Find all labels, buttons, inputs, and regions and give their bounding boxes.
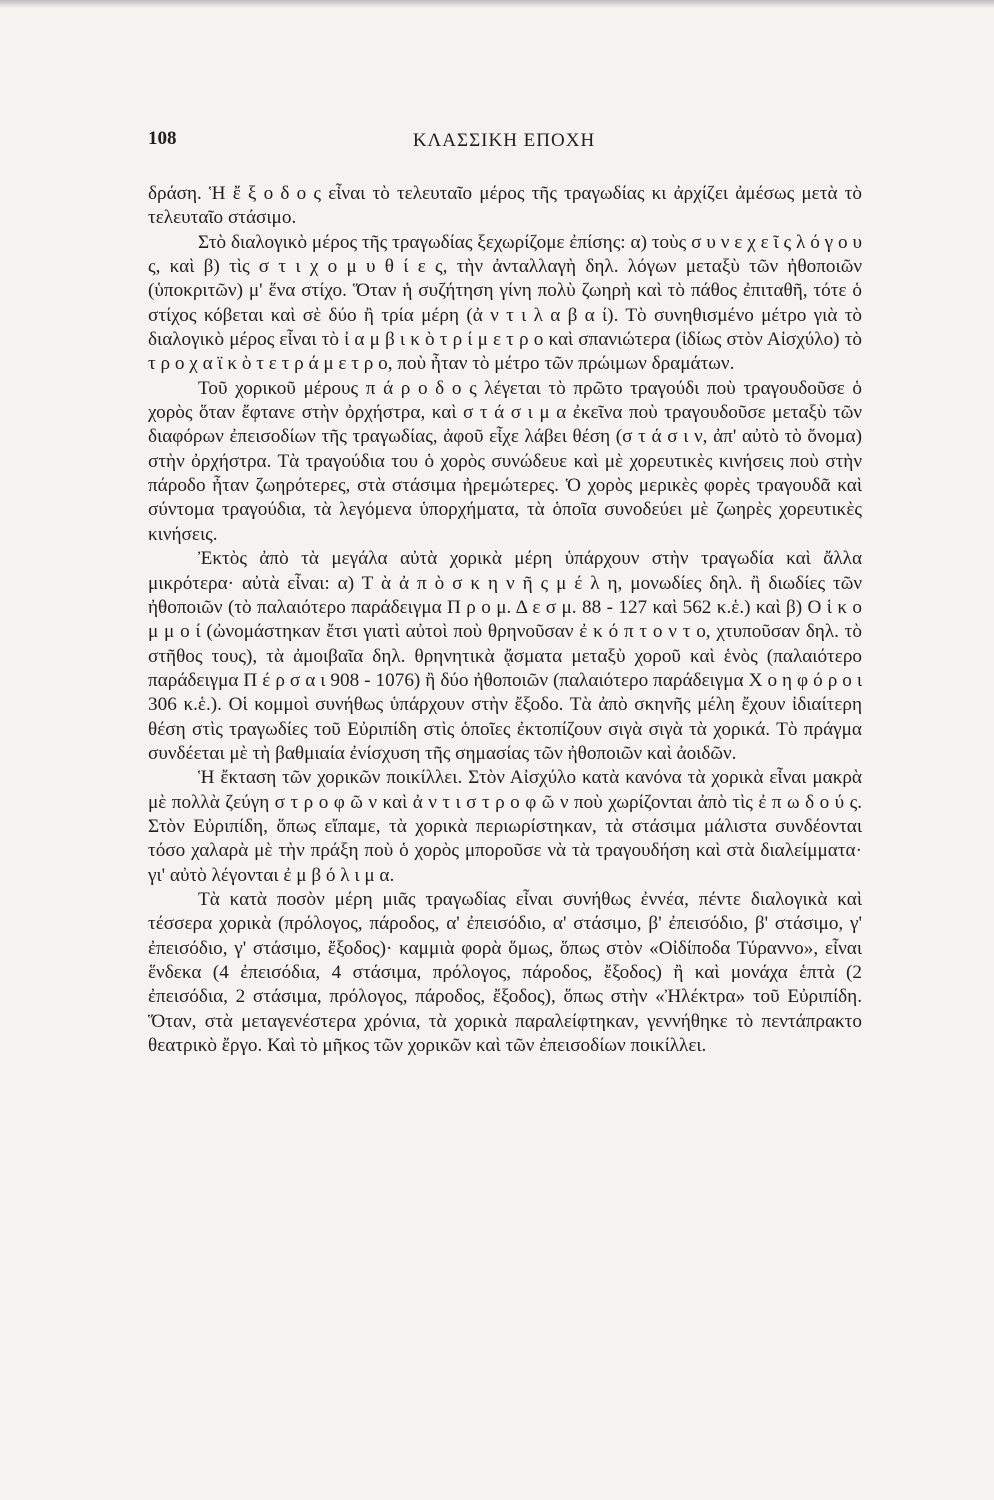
scan-edge-shadow [0,0,994,8]
paragraph: Ἐκτὸς ἀπὸ τὰ μεγάλα αὐτὰ χορικὰ μέρη ὑπάρχουν στὴν τραγωδία καὶ ἄλλα μικρότερα· αὐτὰ εἶναι: α) Τ ὰ ἀ π ὸ σ κ η ν ῆ ς μ έ λ η, μονωδίες δηλ. ἢ διωδίες τῶν ἠθοποιῶν (τὸ παλαιότερο παράδειγμα Π ρ ο μ. Δ ε σ μ. 88 - 127 καὶ 562 κ.ἑ.) καὶ β) Ο ἱ κ ο μ μ ο ί (ὠνομάστηκαν ἔτσι γιατὶ αὐτοὶ ποὺ θρηνοῦσαν ἐ κ ό π τ ο ν τ ο, χτυποῦσαν δηλ. τὸ στῆθος τους), τὰ ἀμοιβαῖα δηλ. θρηνητικὰ ᾄσματα μεταξὺ χοροῦ καὶ ἑνὸς (παλαιότερο παράδειγμα Π έ ρ σ α ι 908 - 1076) ἢ δύο ἠθοποιῶν (παλαιότερο παράδειγμα Χ ο η φ ό ρ ο ι 306 κ.ἑ.). Οἱ κομμοὶ συνήθως ὑπάρχουν στὴν ἔξοδο. Τὰ ἀπὸ σκηνῆς μέλη ἔχουν ἰδιαίτερη θέση στὶς τραγωδίες τοῦ Εὐριπίδη στὶς ὁποῖες ἐκτοπίζουν σιγὰ σιγὰ τὰ χορικά. Τὸ πράγμα συνδέεται μὲ τὴ βαθμιαία ἐνίσχυση τῆς σημασίας τῶν ἠθοποιῶν καὶ ἀοιδῶν. [148,548,862,764]
running-title: ΚΛΑΣΣΙΚΗ ΕΠΟΧΗ [412,130,596,151]
page-number: 108 [148,128,177,149]
paragraph: Ἡ ἔκταση τῶν χορικῶν ποικίλλει. Στὸν Αἰσχύλο κατὰ κανόνα τὰ χορικὰ εἶναι μακρὰ μὲ πολλὰ ζεύγη σ τ ρ ο φ ῶ ν καὶ ἀ ν τ ι σ τ ρ ο φ ῶ ν ποὺ χωρίζονται ἀπὸ τὶς ἐ π ω δ ο ύ ς. Στὸν Εὐριπίδη, ὅπως εἴπαμε, τὰ χορικὰ περιωρίστηκαν, τὰ στάσιμα μάλιστα συνδέονται τόσο χαλαρὰ μὲ τὴν πράξη ποὺ ὁ χορὸς μποροῦσε νὰ τὰ τραγουδήση καὶ στὰ διαλείμματα· γι' αὐτὸ λέγονται ἐ μ β ό λ ι μ α. [148,767,862,886]
paragraph: Τὰ κατὰ ποσὸν μέρη μιᾶς τραγωδίας εἶναι συνήθως ἐννέα, πέντε διαλογικὰ καὶ τέσσερα χορικὰ (πρόλογος, πάροδος, α' ἐπεισόδιο, α' στάσιμο, β' ἐπεισόδιο, β' στάσιμο, γ' ἐπεισόδιο, γ' στάσιμο, ἔξοδος)· καμμιὰ φορὰ ὅμως, ὅπως στὸν «Οἰδίποδα Τύραννο», εἶναι ἕνδεκα (4 ἐπεισόδια, 4 στάσιμα, πρόλογος, πάροδος, ἔξοδος) ἢ καὶ μονάχα ἑπτὰ (2 ἐπεισόδια, 2 στάσιμα, πρόλογος, πάροδος, ἔξοδος), ὅπως στὴν «Ἠλέκτρα» τοῦ Εὐριπίδη. Ὅταν, στὰ μεταγενέστερα χρόνια, τὰ χορικὰ παραλείφτηκαν, γεννήθηκε τὸ πεντάπρακτο θεατρικὸ ἔργο. Καὶ τὸ μῆκος τῶν χορικῶν καὶ τῶν ἐπεισοδίων ποικίλλει. [148,888,862,1057]
paragraph: Τοῦ χορικοῦ μέρους π ά ρ ο δ ο ς λέγεται τὸ πρῶτο τραγούδι ποὺ τραγουδοῦσε ὁ χορὸς ὅταν ἔφτανε στὴν ὀρχήστρα, καὶ σ τ ά σ ι μ α ἐκεῖνα ποὺ τραγουδοῦσε μεταξὺ τῶν διαφόρων ἐπεισοδίων τῆς τραγωδίας, ἀφοῦ εἶχε λάβει θέση (σ τ ά σ ι ν, ἀπ' αὐτὸ τὸ ὄνομα) στὴν ὀρχήστρα. Τὰ τραγούδια του ὁ χορὸς συνώδευε καὶ μὲ χορευτικὲς κινήσεις ποὺ στὴν πάροδο ἦταν ζωηρότερες, στὰ στάσιμα ἠρεμώτερες. Ὁ χορὸς μερικὲς φορὲς τραγουδᾶ καὶ σύντομα τραγούδια, τὰ λεγόμενα ὑπορχήματα, τὰ ὁποῖα συνοδεύει μὲ ζωηρὲς χορευτικὲς κινήσεις. [148,377,862,545]
page-header [148,128,860,164]
paragraph: Στὸ διαλογικὸ μέρος τῆς τραγωδίας ξεχωρίζομε ἐπίσης: α) τοὺς σ υ ν ε χ ε ῖ ς λ ό γ ο υ ς, καὶ β) τὶς σ τ ι χ ο μ υ θ ί ε ς, τὴν ἀνταλλαγὴ δηλ. λόγων μεταξὺ τῶν ἠθοποιῶν (ὑποκριτῶν) μ' ἕνα στίχο. Ὅταν ἡ συζήτηση γίνη πολὺ ζωηρὴ καὶ τὸ πάθος ἐπιταθῆ, τότε ὁ στίχος κόβεται καὶ σὲ δύο ἢ τρία μέρη (ἀ ν τ ι λ α β α ί). Τὸ συνηθισμένο μέτρο γιὰ τὸ διαλογικὸ μέρος εἶναι τὸ ἰ α μ β ι κ ὸ τ ρ ί μ ε τ ρ ο καὶ σπανιώτερα (ἰδίως στὸν Αἰσχύλο) τὸ τ ρ ο χ α ϊ κ ὸ τ ε τ ρ ά μ ε τ ρ ο, ποὺ ἦταν τὸ μέτρο τῶν πρώιμων δραμάτων. [148,231,862,375]
paragraph: δράση. Ἡ ἔ ξ ο δ ο ς εἶναι τὸ τελευταῖο μέρος τῆς τραγωδίας κι ἀρχίζει ἀμέσως μετὰ τὸ τελευταῖο στάσιμο. [148,183,862,229]
body-text [148,182,862,1058]
